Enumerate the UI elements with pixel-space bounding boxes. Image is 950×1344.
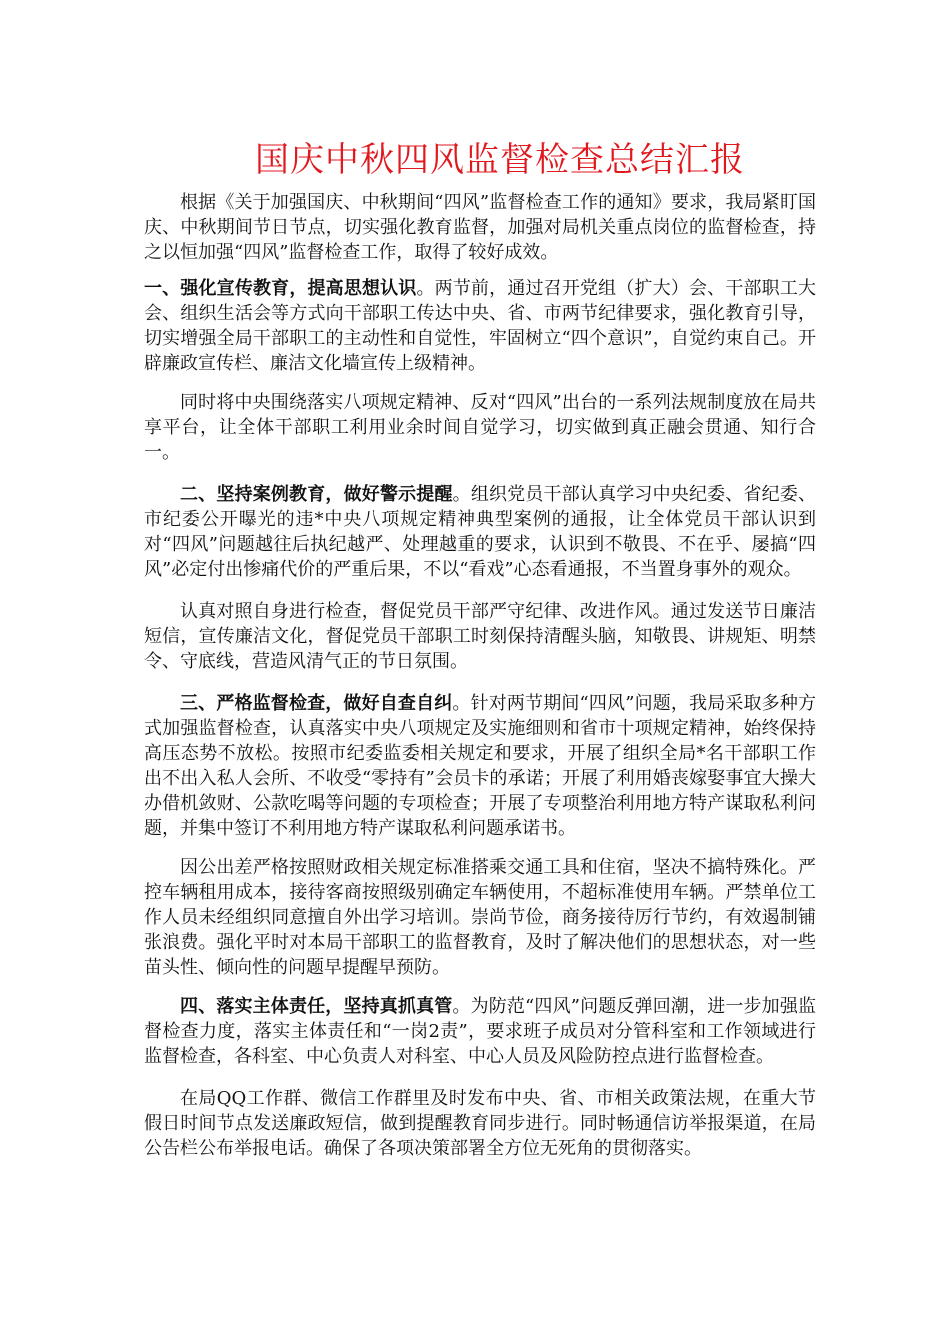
- paragraph-text: 同时将中央围绕落实八项规定精神、反对“四风”出台的一系列法规制度放在局共享平台，让全体干部职工利用业余时间自觉学习，切实做到真正融会贯通、知行合一。: [144, 392, 816, 463]
- paragraph-text: 。针对两节期间“四风”问题，我局采取多种方式加强监督检查，认真落实中央八项规定及实施细则和省市十项规定精神，始终保持高压态势不放松。按照市纪委监委相关规定和要求，开展了组织全局*名干部职工作出不出入私人会所、不收受“零持有”会员卡的承诺；开展了利用婚丧嫁娶事宜大操大办借机敛财、公款吃喝等问题的专项检查；开展了专项整治利用地方特产谋取私利问题，并集中签订不利用地方特产谋取私利问题承诺书。: [144, 693, 817, 839]
- section-heading: 四、落实主体责任，坚持真抓真管: [180, 996, 453, 1017]
- paragraph-text: 。两节前，通过召开党组（扩大）会、干部职工大会、组织生活会等方式向干部职工传达中央、省、市两节纪律要求，强化教育引导，切实增强全局干部职工的主动性和自觉性，牢固树立“四个意识”，自觉约束自己。开辟廉政宣传栏、廉洁文化墙宣传上级精神。: [144, 278, 816, 374]
- paragraph-intro: [144, 190, 816, 265]
- paragraph-text: 根据《关于加强国庆、中秋期间“四风”监督检查工作的通知》要求，我局紧盯国庆、中秋期间节日节点，切实强化教育监督，加强对局机关重点岗位的监督检查，持之以恒加强“四风”监督检查工作，取得了较好成效。: [144, 192, 816, 263]
- paragraph-text: 。组织党员干部认真学习中央纪委、省纪委、市纪委公开曝光的违*中央八项规定精神典型案例的通报，让全体党员干部认识到对“四风”问题越往后执纪越严、处理越重的要求，认识到不敬畏、不在乎、屡搞“四风”必定付出惨痛代价的严重后果，不以“看戏”心态看通报，不当置身事外的观众。: [144, 484, 817, 580]
- paragraph-section-4: [144, 994, 816, 1069]
- section-heading: 二、坚持案例教育，做好警示提醒: [180, 484, 453, 505]
- paragraph-section-2: [144, 482, 816, 582]
- document-body: [144, 190, 816, 1161]
- paragraph-text: 认真对照自身进行检查，督促党员干部严守纪律、改进作风。通过发送节日廉洁短信，宣传廉洁文化，督促党员干部职工时刻保持清醒头脑，知敬畏、讲规矩、明禁令、守底线，营造风清气正的节日氛围。: [144, 601, 816, 672]
- paragraph-text: 。为防范“四风”问题反弹回潮，进一步加强监督检查力度，落实主体责任和“一岗2责”，要求班子成员对分管科室和工作领域进行监督检查，各科室、中心负责人对科室、中心人员及风险防控点进行监督检查。: [144, 996, 817, 1067]
- paragraph-text: 在局QQ工作群、微信工作群里及时发布中央、省、市相关政策法规，在重大节假日时间节点发送廉政短信，做到提醒教育同步进行。同时畅通信访举报渠道，在局公告栏公布举报电话。确保了各项决策部署全方位无死角的贯彻落实。: [144, 1088, 816, 1159]
- paragraph-section-2-b: [144, 599, 816, 674]
- paragraph-section-4-b: [144, 1086, 816, 1161]
- paragraph-text: 因公出差严格按照财政相关规定标准搭乘交通工具和住宿，坚决不搞特殊化。严控车辆租用成本，接待客商按照级别确定车辆使用，不超标准使用车辆。严禁单位工作人员未经组织同意擅自外出学习培训。崇尚节俭，商务接待厉行节约，有效遏制铺张浪费。强化平时对本局干部职工的监督教育，及时了解决他们的思想状态，对一些苗头性、倾向性的问题早提醒早预防。: [144, 857, 816, 978]
- section-heading: 三、严格监督检查，做好自查自纠: [180, 693, 453, 714]
- paragraph-section-1-b: [144, 390, 816, 465]
- section-heading: 一、强化宣传教育，提高思想认识: [144, 278, 417, 299]
- document-title: 国庆中秋四风监督检查总结汇报: [255, 140, 745, 180]
- paragraph-section-3: [144, 691, 816, 841]
- paragraph-section-1: [144, 276, 816, 376]
- paragraph-section-3-b: [144, 855, 816, 980]
